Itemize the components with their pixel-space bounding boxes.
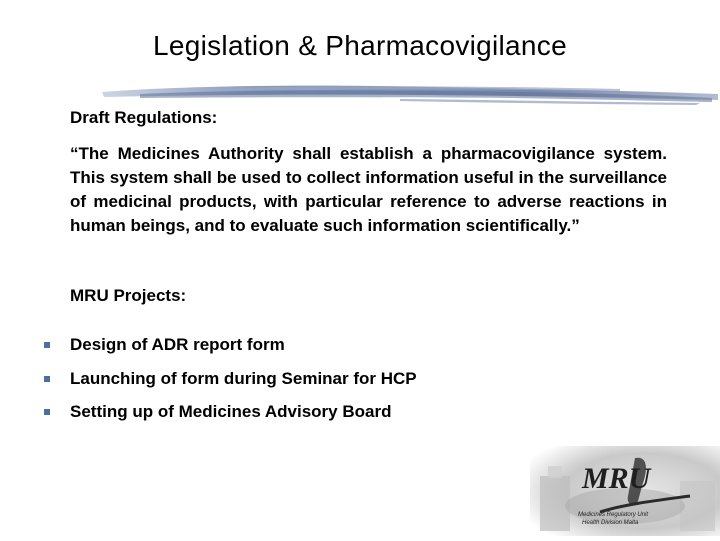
logo-caption-line1: Medicines Regulatory Unit [578,512,649,518]
logo-caption-line2: Health Division Malta [582,520,639,526]
list-item [44,368,417,402]
list-item-text: Launching of form during Seminar for HCP [70,368,417,388]
list-item [44,334,417,368]
list-item-text: Setting up of Medicines Advisory Board [70,402,392,421]
slide-title: Legislation & Pharmacovigilance [153,30,567,61]
title-brush-stroke [100,82,720,108]
logo-wordmark: MRU [582,462,651,495]
mru-logo-graphic [530,446,720,536]
bullet-square-icon [44,376,50,382]
regulation-quote: “The Medicines Authority shall establish a pharmacovigilance system. This system shall be used to collect information useful in the surveillance of medicinal products, with particular reference to adverse reactions in human beings, and to evaluate such information scientifically.” [70,144,667,235]
list-item-text: Design of ADR report form [70,335,285,354]
bullet-square-icon [44,409,50,415]
bullet-square-icon [44,342,50,348]
draft-regulations-heading: Draft Regulations: [70,108,218,127]
mru-projects-heading: MRU Projects: [70,286,187,305]
list-item [44,401,417,435]
mru-logo [530,446,720,536]
projects-list [44,334,417,435]
